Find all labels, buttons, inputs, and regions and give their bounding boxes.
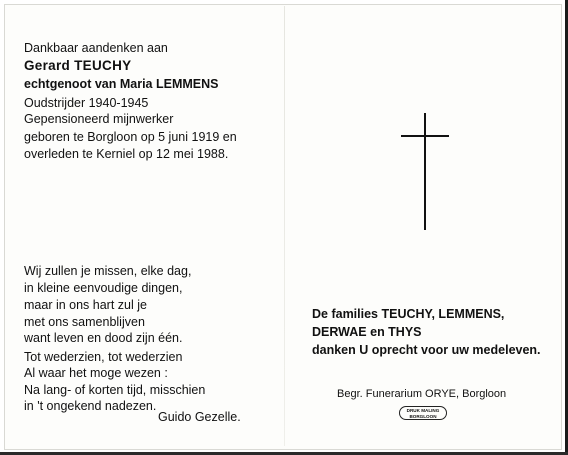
poem-line: in kleine eenvoudige dingen,	[24, 281, 183, 295]
deceased-name: Gerard TEUCHY	[24, 58, 132, 73]
thanks-line: danken U oprecht voor uw medeleven.	[312, 343, 541, 357]
poem-line: in 't ongekend nadezen.	[24, 399, 157, 413]
poem-line: want leven en dood zijn één.	[24, 331, 183, 345]
veteran-line: Oudstrijder 1940-1945	[24, 96, 149, 110]
poem-line: Wij zullen je missen, elke dag,	[24, 264, 192, 278]
death-line: overleden te Kerniel op 12 mei 1988.	[24, 147, 229, 161]
poem-line: Na lang- of korten tijd, misschien	[24, 383, 206, 397]
poet-signature: Guido Gezelle.	[158, 410, 241, 424]
occupation-line: Gepensioneerd mijnwerker	[24, 112, 174, 126]
card-fold-line	[284, 6, 285, 446]
cross-vertical-bar	[424, 113, 426, 230]
poem-line: maar in ons hart zul je	[24, 298, 147, 312]
cross-horizontal-bar	[401, 135, 449, 137]
birth-line: geboren te Borgloon op 5 juni 1919 en	[24, 130, 237, 144]
families-line-1: De families TEUCHY, LEMMENS,	[312, 307, 505, 321]
families-line-2: DERWAE en THYS	[312, 325, 422, 339]
printer-stamp	[399, 406, 447, 420]
printer-stamp-line: BORGLOON	[409, 413, 437, 419]
funeral-home: Begr. Funerarium ORYE, Borgloon	[337, 388, 507, 400]
intro-text: Dankbaar aandenken aan	[24, 41, 168, 55]
spouse-line: echtgenoot van Maria LEMMENS	[24, 77, 219, 91]
poem-line: Tot wederzien, tot wederzien	[24, 350, 183, 364]
poem-line: met ons samenblijven	[24, 315, 145, 329]
printer-stamp-line: DRUK MALING	[406, 408, 440, 413]
poem-line: Al waar het moge wezen :	[24, 366, 168, 380]
